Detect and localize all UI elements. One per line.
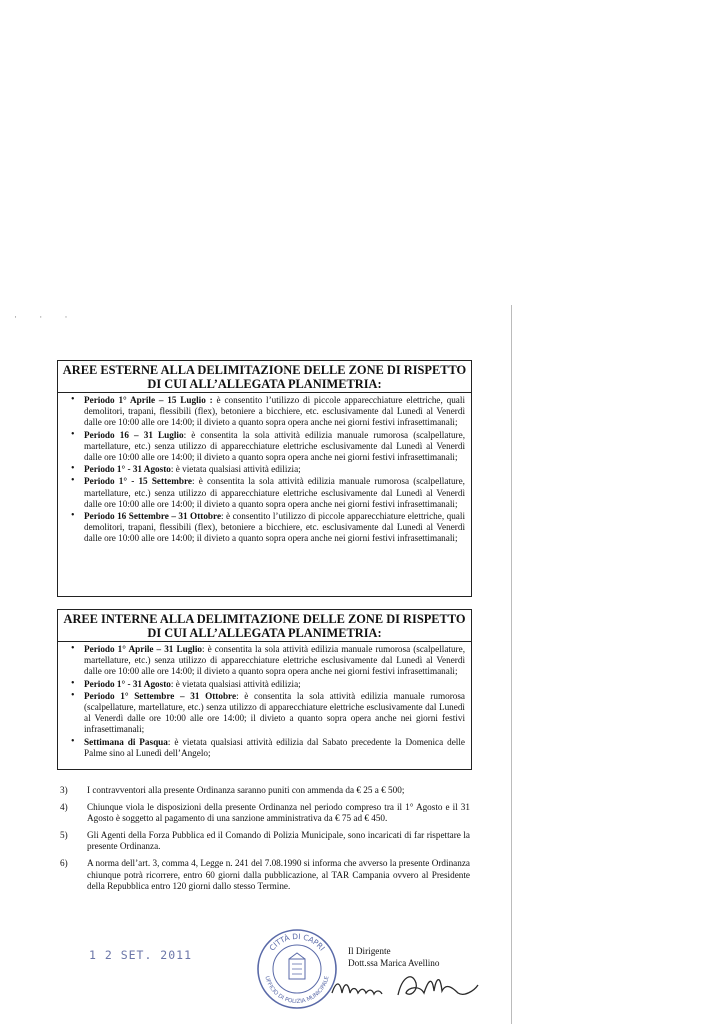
clause-text: Chiunque viola le disposizioni della presente Ordinanza nel periodo compreso tra il 1° Agosto e il 31 Agosto è soggetto al pagamento di una sanzione amministrativa da € 75 ad € 450. bbox=[87, 801, 470, 824]
clause-number: 3) bbox=[60, 785, 68, 795]
official-seal-icon bbox=[256, 928, 338, 1010]
list-item bbox=[71, 510, 465, 545]
bullet-icon: • bbox=[71, 643, 75, 654]
bullet-icon: • bbox=[71, 510, 75, 522]
bullet-icon: • bbox=[71, 689, 75, 701]
period-label: Periodo 16 Settembre – 31 Ottobre bbox=[84, 511, 222, 522]
period-text: : è consentita la sola attività edilizia manuale rumorosa (scalpellature, martellature, etc.) senza utilizzo di apparecchiature elettriche esclusivamente dal Lunedì al Venerdì dalle ore 10:00 alle ore 14:00; il divieto a quanto sopra opera anche nei giorni festivi infrasettimanali; bbox=[84, 690, 466, 735]
period-label: Periodo 1° Settembre – 31 Ottobre bbox=[84, 690, 237, 701]
bullet-icon: • bbox=[71, 463, 75, 475]
clause-text: Gli Agenti della Forza Pubblica ed il Comando di Polizia Municipale, sono incaricati di far rispettare la presente Ordinanza. bbox=[87, 829, 470, 852]
list-item bbox=[71, 428, 465, 464]
handwritten-signature-icon bbox=[328, 963, 488, 1005]
period-label: Periodo 1° Aprile – 15 Luglio : bbox=[84, 395, 213, 405]
period-text: : è consentita la sola attività edilizia manuale rumorosa (scalpellature, martellature, etc.) senza utilizzo di apparecchiature elettriche esclusivamente dal Lunedì al Venerdì dalle ore 10:00 alle ore 14:00; il divieto a quanto sopra opera anche nei giorni festivi infrasettimanali; bbox=[84, 644, 465, 677]
period-text: è consentito l’utilizzo di piccole apparecchiature elettriche, quali demolitori, trapani, flessibili (flex), betoniere a bicchiere, etc. esclusivamente dal Lunedì al Venerdì dalle ore 10:00 alle ore 14:00; il divieto a quanto sopra opera anche nei giorni festivi infrasettimanali; bbox=[84, 395, 465, 428]
svg-text:CITTÀ DI CAPRI: CITTÀ DI CAPRI bbox=[267, 931, 327, 953]
clause-item bbox=[60, 858, 470, 893]
bullet-icon: • bbox=[71, 677, 75, 689]
list-item bbox=[71, 394, 465, 429]
list-item bbox=[71, 475, 465, 510]
period-label: Settimana di Pasqua bbox=[84, 736, 168, 747]
clause-item bbox=[60, 802, 470, 825]
period-text: : è vietata qualsiasi attività edilizia; bbox=[170, 464, 301, 475]
clause-number: 5) bbox=[60, 829, 68, 840]
list-item bbox=[71, 689, 466, 736]
bullet-icon: • bbox=[71, 735, 75, 747]
section-external-box bbox=[57, 360, 472, 597]
section-internal-box bbox=[57, 609, 472, 770]
list-item bbox=[71, 677, 465, 690]
section-external-title: AREE ESTERNE ALLA DELIMITAZIONE DELLE ZONE DI RISPETTO DI CUI ALL’ALLEGATA PLANIMETRIA: bbox=[58, 361, 471, 393]
clause-text: A norma dell’art. 3, comma 4, Legge n. 241 del 7.08.1990 si informa che avverso la presente Ordinanza chiunque potrà ricorrere, entro 60 giorni dalla pubblicazione, al TAR Campania ovvero al Presidente della Repubblica entro 120 giorni dallo stesso Termine. bbox=[87, 857, 470, 892]
clause-item bbox=[60, 830, 470, 853]
svg-text:UFFICIO DI POLIZIA MUNICIPALE: UFFICIO DI POLIZIA MUNICIPALE bbox=[263, 975, 331, 1006]
list-item bbox=[71, 735, 465, 759]
period-label: Periodo 1° Aprile – 31 Luglio bbox=[84, 644, 202, 654]
scan-specks: · · · bbox=[14, 312, 78, 322]
list-item bbox=[71, 463, 465, 475]
period-text: : è consentito l’utilizzo di piccole apparecchiature elettriche, quali demolitori, trapani, flessibili (flex), betoniere a bicchiere, etc. esclusivamente dal Lunedì al Venerdì dalle ore 10:00 alle ore 14:00; il divieto a quanto sopra opera anche nei giorni festivi infrasettimanali; bbox=[84, 511, 465, 544]
clause-text: I contravventori alla presente Ordinanza saranno puniti con ammenda da € 25 a € 500; bbox=[87, 785, 405, 795]
clause-number: 6) bbox=[60, 857, 68, 868]
section-internal-list bbox=[58, 644, 471, 759]
period-label: Periodo 1° - 15 Settembre bbox=[84, 476, 192, 487]
page-edge-line bbox=[511, 305, 512, 1024]
section-external-list bbox=[58, 395, 471, 545]
clauses-list bbox=[60, 785, 470, 898]
period-label: Periodo 16 – 31 Luglio bbox=[84, 429, 184, 440]
clause-item bbox=[60, 785, 470, 797]
period-label: Periodo 1° - 31 Agosto bbox=[84, 678, 171, 689]
section-internal-title: AREE INTERNE ALLA DELIMITAZIONE DELLE ZONE DI RISPETTO DI CUI ALL’ALLEGATA PLANIMETRIA: bbox=[58, 610, 471, 642]
period-text: : è vietata qualsiasi attività edilizia dal Sabato precedente la Domenica delle Palme sino al Lunedì dell’Angelo; bbox=[84, 736, 465, 758]
bullet-icon: • bbox=[71, 394, 75, 405]
bullet-icon: • bbox=[71, 475, 75, 487]
clause-number: 4) bbox=[60, 801, 68, 812]
bullet-icon: • bbox=[71, 428, 75, 440]
signer-name: Dott.ssa Marica Avellino bbox=[348, 958, 440, 968]
list-item bbox=[71, 643, 465, 678]
signer-role: Il Dirigente bbox=[348, 946, 391, 956]
period-text: : è vietata qualsiasi attività edilizia; bbox=[170, 678, 301, 689]
period-text: : è consentita la sola attività edilizia manuale rumorosa (scalpellature, martellature, etc.) senza utilizzo di apparecchiature elettriche esclusivamente dal Lunedì al Venerdì dalle ore 10:00 alle ore 14:00; il divieto a quanto sopra opera anche nei giorni festivi infrasettimanali; bbox=[84, 429, 465, 463]
date-stamp: 1 2 SET. 2011 bbox=[89, 948, 193, 962]
period-text: : è consentita la sola attività edilizia manuale rumorosa (scalpellature, martellature, etc.) senza utilizzo di apparecchiature elettriche esclusivamente dal Lunedì al Venerdì dalle ore 10:00 alle ore 14:00; il divieto a quanto sopra opera anche nei giorni festivi infrasettimanali; bbox=[84, 476, 465, 509]
period-label: Periodo 1° - 31 Agosto bbox=[84, 464, 171, 475]
